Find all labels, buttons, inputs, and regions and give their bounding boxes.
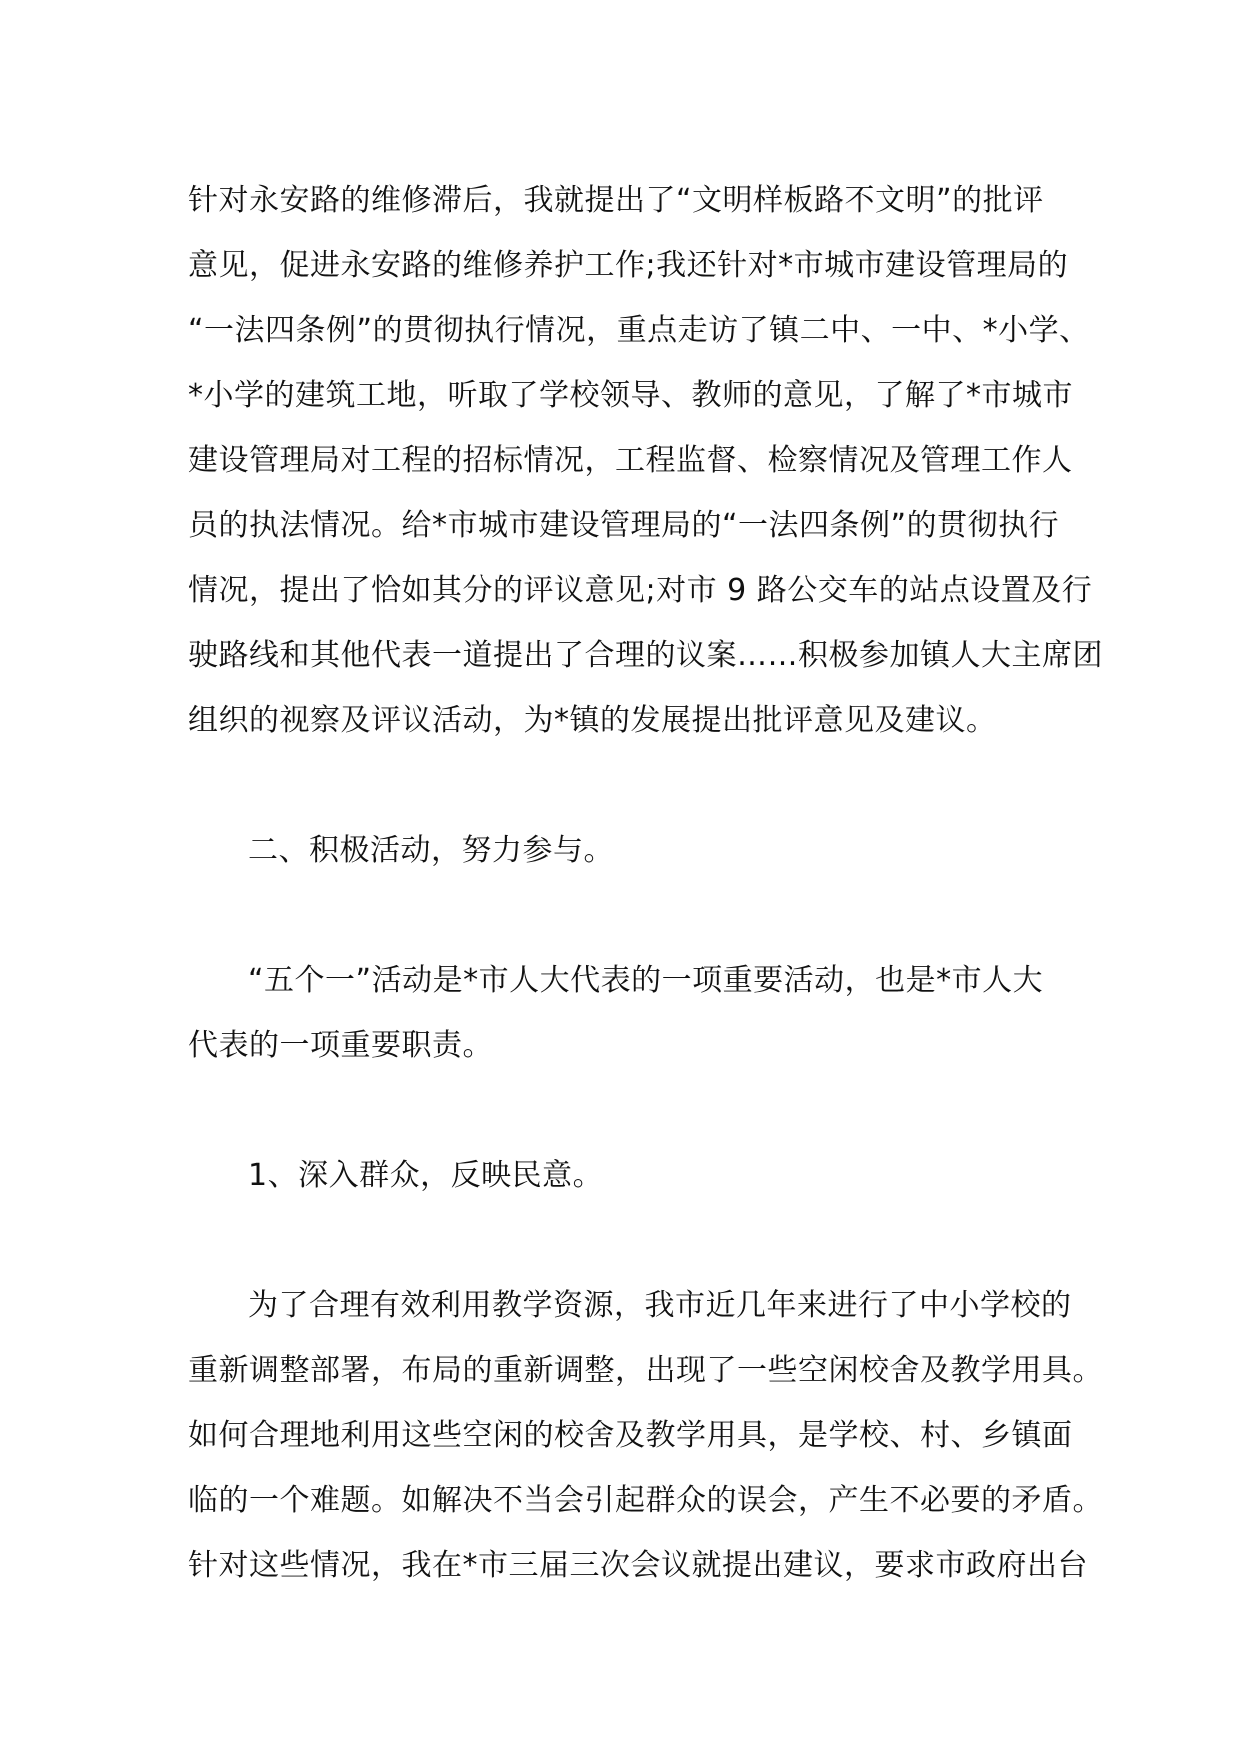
heading-text: 1、深入群众，反映民意。 [248, 1158, 604, 1193]
text-line: 情况，提出了恰如其分的评议意见;对市 9 路公交车的站点设置及行 [188, 573, 1093, 608]
section-heading-1 [188, 1143, 1068, 1208]
heading-text: 二、积极活动，努力参与。 [248, 833, 614, 868]
paragraph-five-activities [188, 948, 1068, 1078]
text-line: 针对永安路的维修滞后，我就提出了“文明样板路不文明”的批评 [188, 183, 1044, 218]
text-line: 重新调整部署，布局的重新调整，出现了一些空闲校舍及教学用具。 [188, 1353, 1103, 1388]
text-line: 员的执法情况。给*市城市建设管理局的“一法四条例”的贯彻执行 [188, 508, 1060, 543]
paragraph-teaching-resources [188, 1273, 1103, 1598]
text-line: 针对这些情况，我在*市三届三次会议就提出建议，要求市政府出台 [188, 1548, 1088, 1583]
text-line: 为了合理有效利用教学资源，我市近几年来进行了中小学校的 [248, 1288, 1072, 1323]
text-line: “一法四条例”的贯彻执行情况，重点走访了镇二中、一中、*小学、 [188, 313, 1090, 348]
text-line: “五个一”活动是*市人大代表的一项重要活动，也是*市人大 [248, 963, 1044, 998]
paragraph-spacer [188, 1078, 1068, 1143]
paragraph-road-maintenance [188, 168, 1103, 753]
text-line: 组织的视察及评议活动，为*镇的发展提出批评意见及建议。 [188, 703, 997, 738]
text-line: 建设管理局对工程的招标情况，工程监督、检察情况及管理工作人 [188, 443, 1073, 478]
paragraph-spacer [188, 1208, 1068, 1273]
text-line: 代表的一项重要职责。 [188, 1028, 493, 1063]
document-body [188, 168, 1103, 1598]
text-line: 临的一个难题。如解决不当会引起群众的误会，产生不必要的矛盾。 [188, 1483, 1103, 1518]
text-line: *小学的建筑工地，听取了学校领导、教师的意见，了解了*市城市 [188, 378, 1073, 413]
section-heading-2 [188, 818, 1068, 883]
text-line: 意见，促进永安路的维修养护工作;我还针对*市城市建设管理局的 [188, 248, 1069, 283]
text-line: 驶路线和其他代表一道提出了合理的议案……积极参加镇人大主席团 [188, 638, 1103, 673]
text-line: 如何合理地利用这些空闲的校舍及教学用具，是学校、村、乡镇面 [188, 1418, 1073, 1453]
paragraph-spacer [188, 753, 1068, 818]
paragraph-spacer [188, 883, 1068, 948]
